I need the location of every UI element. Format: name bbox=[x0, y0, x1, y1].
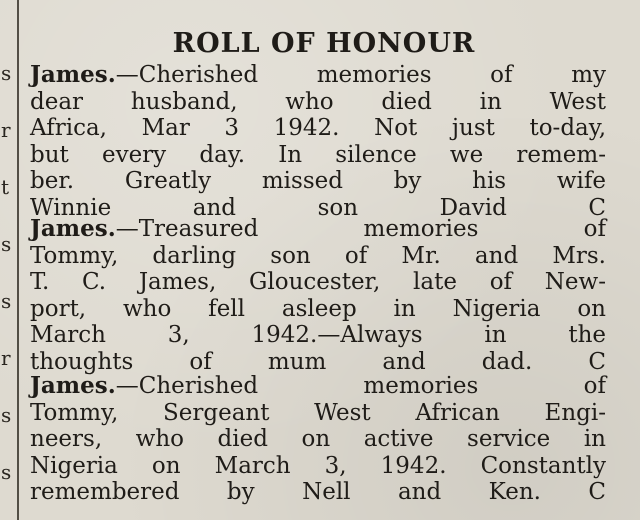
notice-text: ber. Greatly missed by his wife bbox=[30, 168, 606, 194]
edge-fragment: s bbox=[1, 403, 12, 427]
notice-text: Tommy, darling son of Mr. and Mrs. bbox=[30, 242, 606, 269]
notice-line bbox=[30, 453, 606, 480]
surname: James. bbox=[30, 372, 116, 399]
edge-fragment: t bbox=[1, 175, 10, 199]
notice-text: thoughts of mum and dad. bbox=[30, 348, 533, 375]
notice-line bbox=[30, 269, 606, 296]
notice-line bbox=[30, 373, 606, 400]
notice-line bbox=[30, 142, 606, 169]
notice-line bbox=[30, 62, 606, 89]
notice-line bbox=[30, 296, 606, 323]
adjacent-column-fragments bbox=[0, 0, 12, 520]
notice-text: Africa, Mar 3 1942. Not just to-day, bbox=[30, 115, 606, 141]
signature-initial: C bbox=[588, 348, 606, 375]
notice-line bbox=[30, 426, 606, 453]
notice-line bbox=[30, 243, 606, 270]
edge-fragment: s bbox=[1, 289, 12, 313]
edge-fragment: r bbox=[1, 346, 11, 370]
notice-line bbox=[30, 115, 606, 142]
surname: James. bbox=[30, 215, 116, 242]
page-title: ROLL OF HONOUR bbox=[172, 28, 476, 59]
notice-line bbox=[30, 168, 606, 195]
notice-text: neers, who died on active service in bbox=[30, 426, 606, 452]
notice-text: Winnie and son David bbox=[30, 194, 507, 221]
notice-text: remembered by Nell and Ken. bbox=[30, 479, 541, 505]
edge-fragment: s bbox=[1, 232, 12, 256]
notice-line bbox=[30, 216, 606, 243]
notice-text: March 3, 1942.—Always in the bbox=[30, 322, 606, 348]
notice-text: Tommy, Sergeant West African Engi- bbox=[30, 399, 606, 426]
notice-3 bbox=[30, 373, 606, 506]
notice-text: —Cherished memories of bbox=[115, 373, 606, 399]
notice-line bbox=[30, 89, 606, 116]
notice-2 bbox=[30, 216, 606, 375]
notice-text: but every day. In silence we remem- bbox=[30, 141, 606, 168]
signature-initial: C bbox=[588, 479, 606, 505]
notice-text: dear husband, who died in West bbox=[30, 88, 606, 115]
notice-text: Nigeria on March 3, 1942. Constantly bbox=[30, 452, 606, 479]
notice-line bbox=[30, 400, 606, 427]
column-rule bbox=[17, 0, 19, 520]
notice-line bbox=[30, 322, 606, 349]
surname: James. bbox=[30, 61, 116, 88]
notice-line bbox=[30, 479, 606, 506]
notice-text: port, who fell asleep in Nigeria on bbox=[30, 295, 606, 322]
notice-text: —Treasured memories of bbox=[115, 216, 606, 242]
notice-1 bbox=[30, 62, 606, 221]
notice-text: —Cherished memories of my bbox=[115, 62, 606, 88]
notice-text: T. C. James, Gloucester, late of New- bbox=[30, 269, 606, 295]
notice-line bbox=[30, 349, 606, 376]
edge-fragment: s bbox=[1, 61, 12, 85]
edge-fragment: s bbox=[1, 460, 12, 484]
signature-initial: C bbox=[588, 194, 607, 221]
edge-fragment: r bbox=[1, 118, 11, 142]
